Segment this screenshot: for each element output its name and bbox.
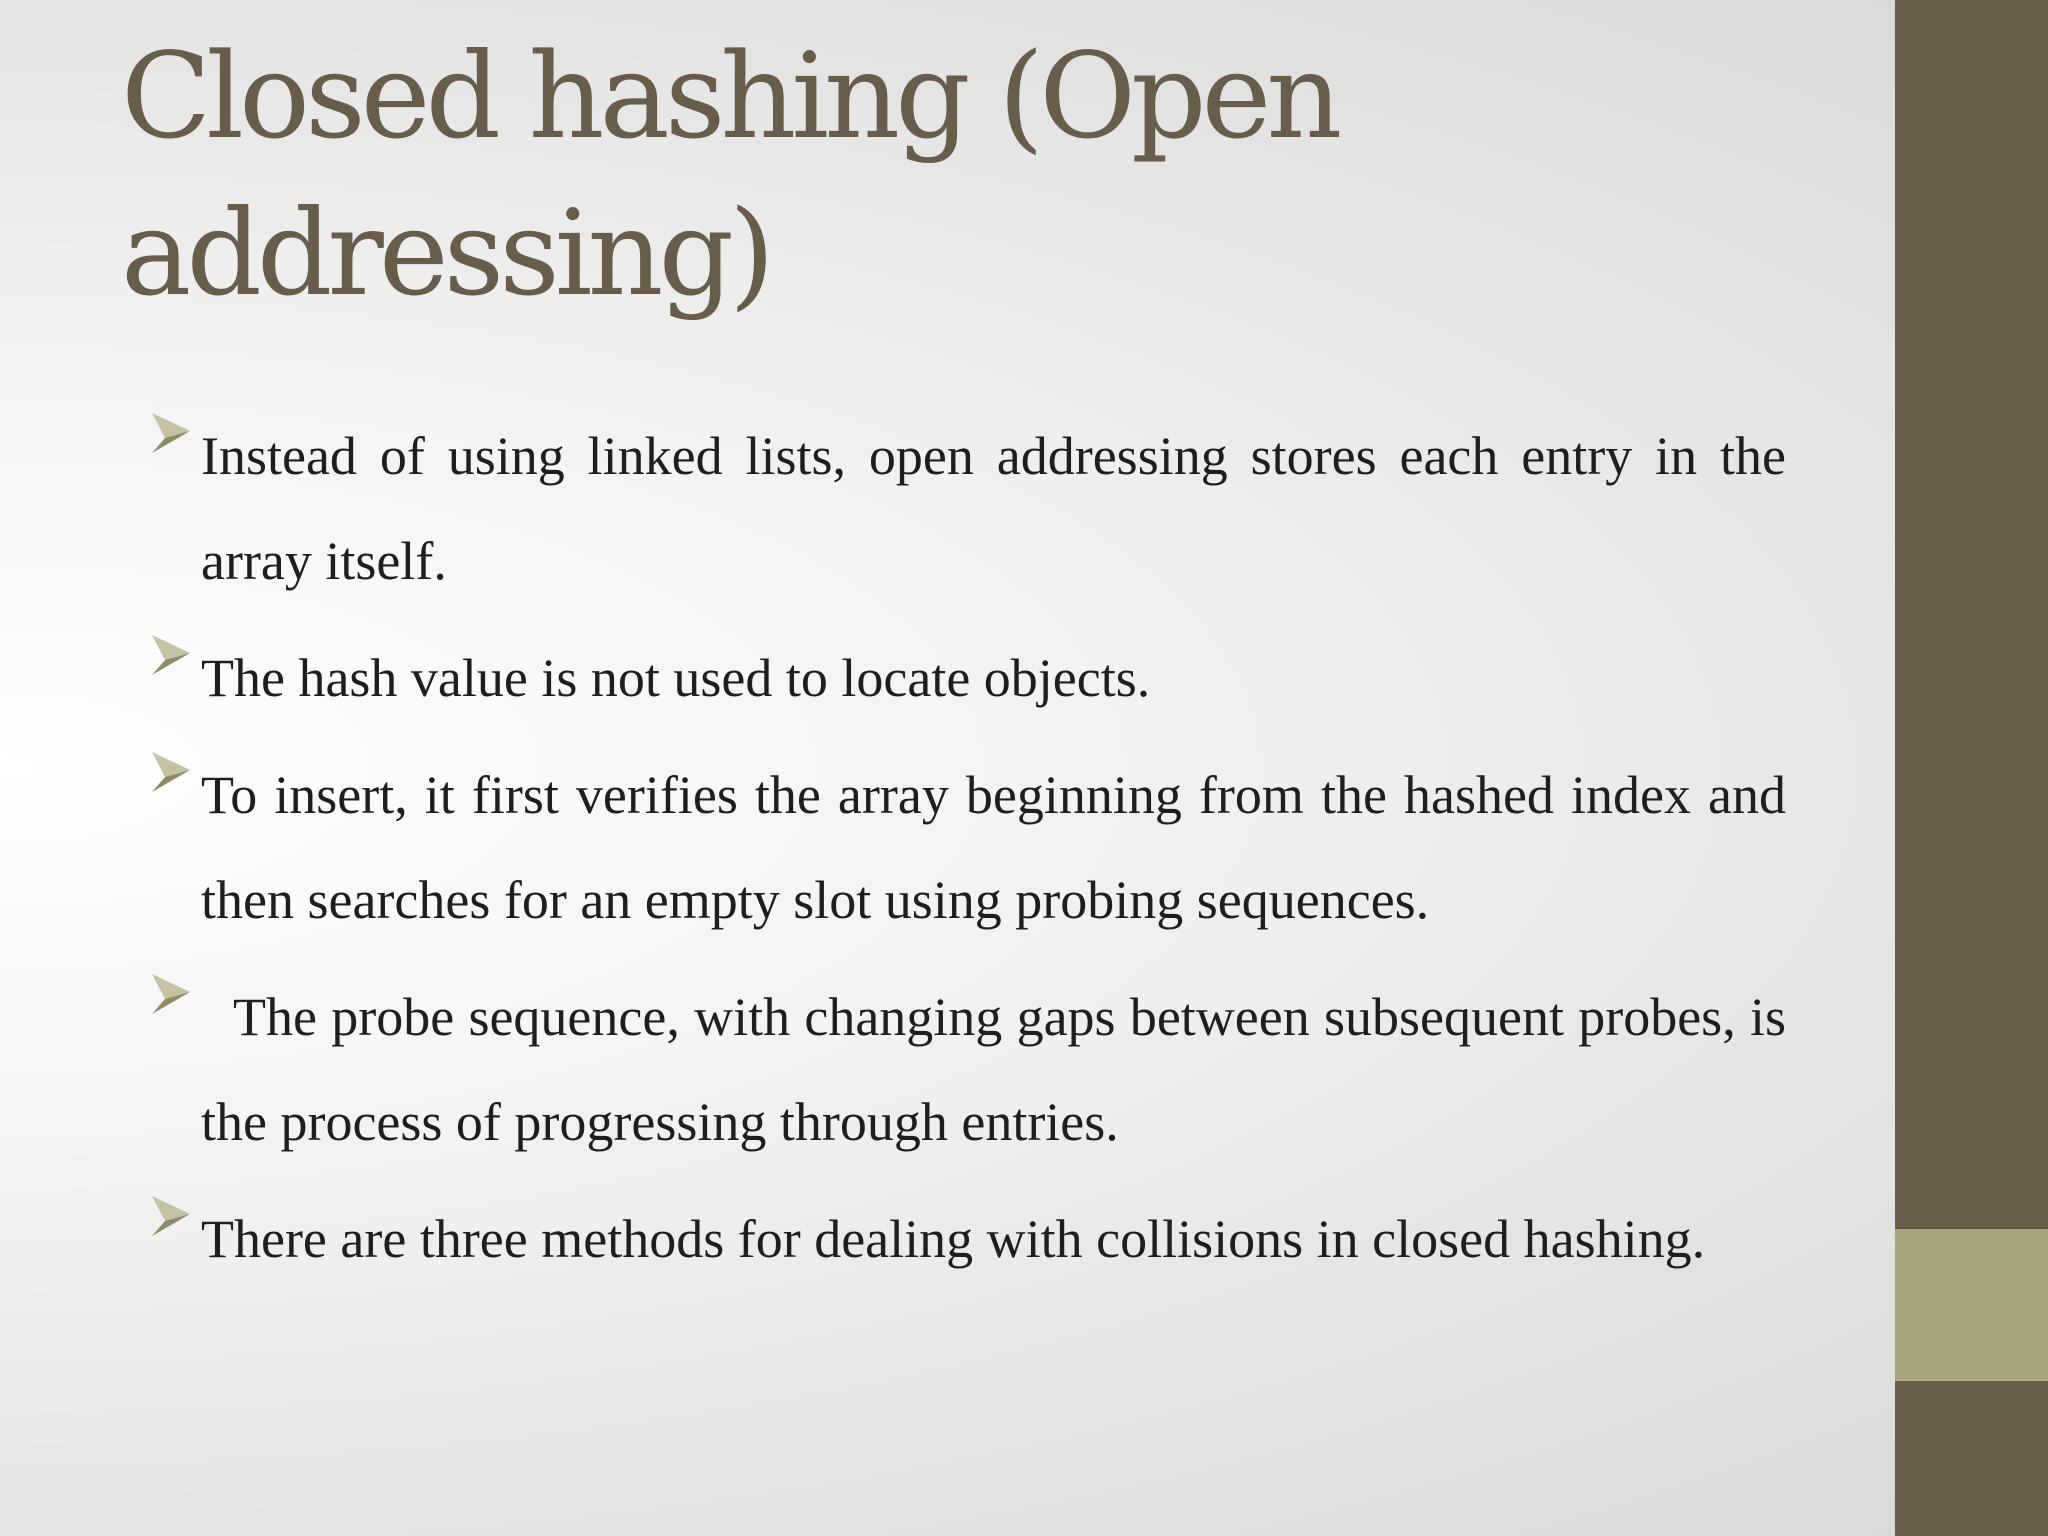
bullet-text: The probe sequence, with changing gaps between subsequent probes, is the process of progressing through entries. bbox=[201, 987, 1786, 1152]
list-item bbox=[150, 965, 1786, 1175]
list-item bbox=[150, 1187, 1786, 1292]
arrow-bullet-icon bbox=[150, 1194, 192, 1238]
slide-title: Closed hashing (Open addressing) bbox=[121, 27, 1338, 322]
bullet-text: There are three methods for dealing with collisions in closed hashing. bbox=[201, 1209, 1706, 1269]
bullet-text: Instead of using linked lists, open addressing stores each entry in the array itself. bbox=[201, 426, 1786, 591]
list-item bbox=[150, 626, 1786, 731]
bullet-text: The hash value is not used to locate objects. bbox=[201, 648, 1151, 708]
list-item bbox=[150, 743, 1786, 953]
list-item bbox=[150, 404, 1786, 614]
arrow-bullet-icon bbox=[150, 750, 192, 794]
bullet-list bbox=[150, 404, 1786, 1304]
arrow-bullet-icon bbox=[150, 411, 192, 455]
sidebar-accent-band bbox=[1895, 1229, 2048, 1381]
arrow-bullet-icon bbox=[150, 972, 192, 1016]
bullet-text: To insert, it first verifies the array beginning from the hashed index and then searches for an empty slot using probing sequences. bbox=[201, 765, 1786, 930]
arrow-bullet-icon bbox=[150, 633, 192, 677]
